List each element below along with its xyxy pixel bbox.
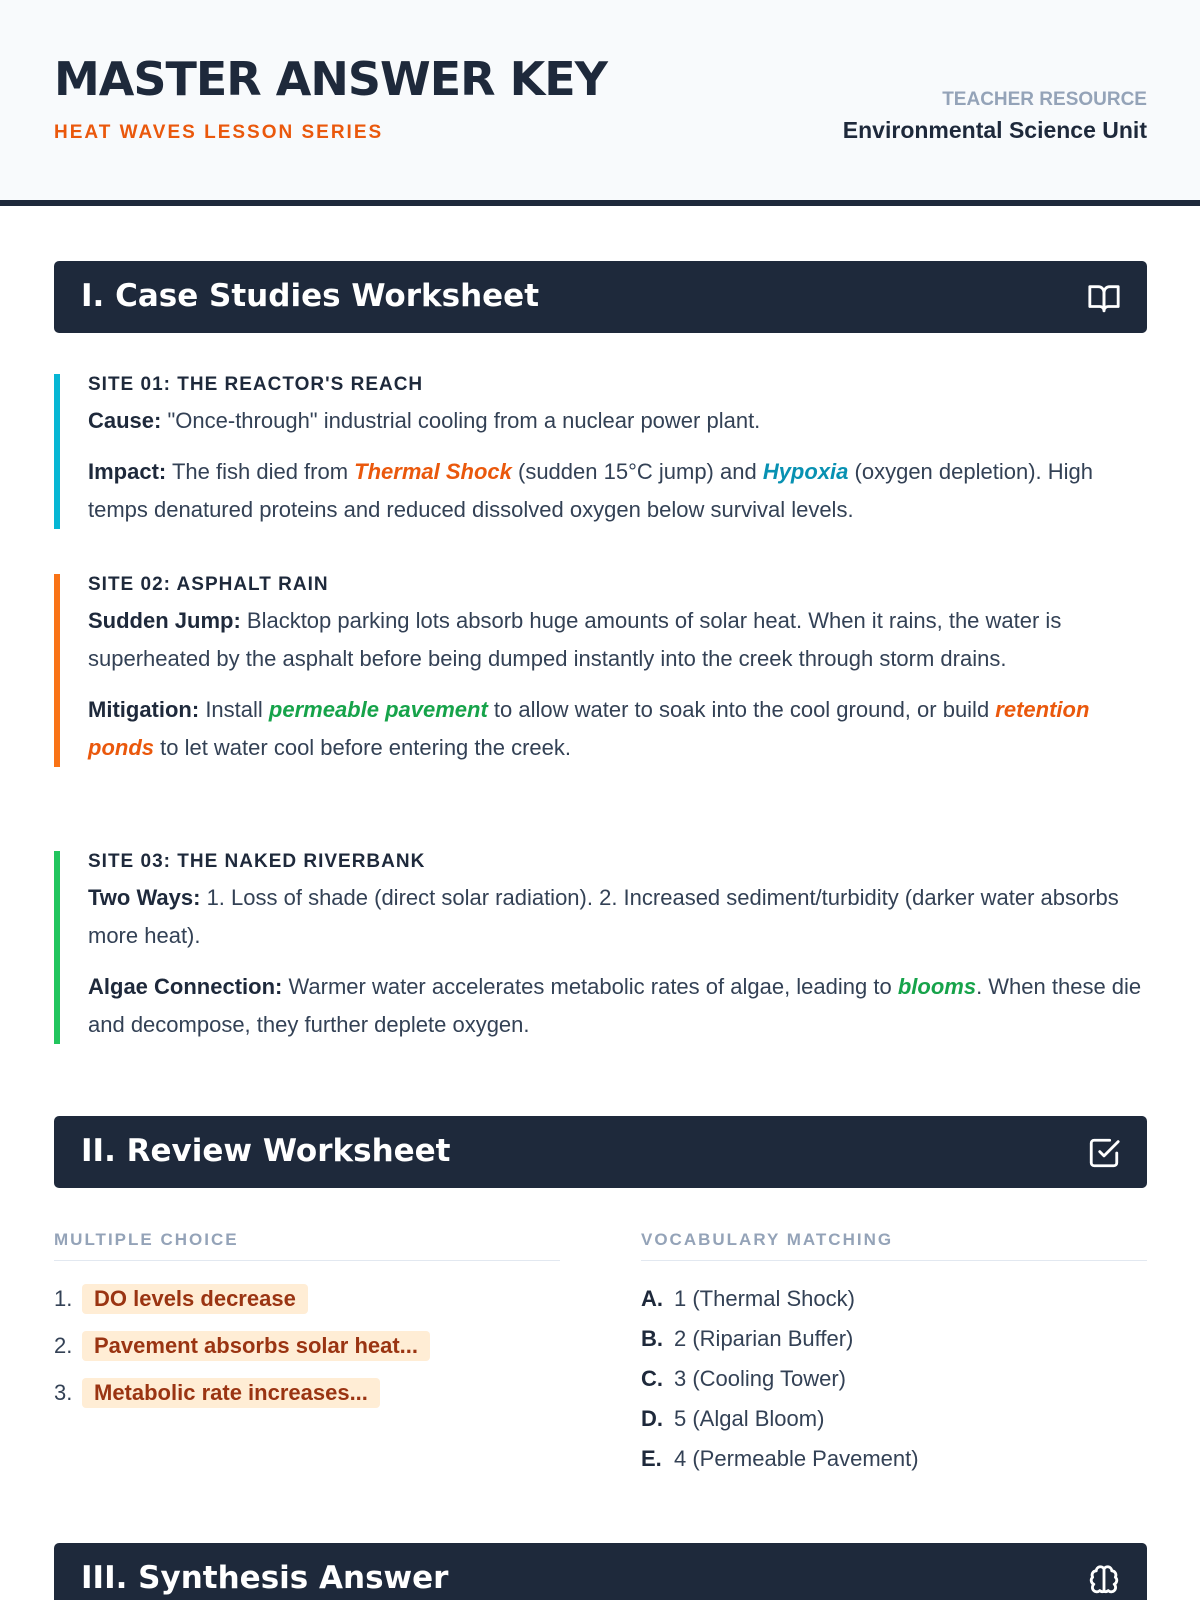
site-sudden-jump: Sudden Jump: Blacktop parking lots absorb huge amounts of solar heat. When it rains, the water is superheated by the asphalt before being dumped instantly into the creek through storm drains. (88, 608, 1062, 671)
site-title: SITE 01: THE REACTOR'S REACH (88, 374, 424, 395)
site-two-ways: Two Ways: 1. Loss of shade (direct solar radiation). 2. Increased sediment/turbidity (darker water absorbs more heat). (88, 885, 1119, 948)
book-open-icon (1087, 281, 1121, 315)
page-subtitle: HEAT WAVES LESSON SERIES (54, 122, 384, 143)
vocab-answer-item: E. 4 (Permeable Pavement) (641, 1446, 919, 1471)
vocab-answer-item: B. 2 (Riparian Buffer) (641, 1326, 854, 1351)
mc-answer-badge: Metabolic rate increases... (82, 1378, 380, 1408)
term-thermal-shock: Thermal Shock (354, 459, 512, 484)
section-title: I. Case Studies Worksheet (81, 278, 540, 314)
unit-name: Environmental Science Unit (842, 117, 1147, 143)
case-study-site-2 (54, 574, 1154, 767)
brain-icon (1087, 1563, 1121, 1597)
vocab-answer-item: C. 3 (Cooling Tower) (641, 1366, 847, 1391)
site-mitigation: Mitigation: Install permeable pavement to allow water to soak into the cool ground, or build retention ponds to let water cool before entering the creek. (88, 697, 1090, 760)
case-study-site-3 (54, 851, 1154, 1044)
section-header-review (54, 1116, 1147, 1188)
mc-answer-badge: Pavement absorbs solar heat... (82, 1331, 430, 1361)
vocab-answer-item: D. 5 (Algal Bloom) (641, 1406, 825, 1431)
mc-answer-item: 2. Pavement absorbs solar heat... (54, 1331, 430, 1361)
check-square-icon (1087, 1136, 1121, 1170)
page-header (0, 0, 1200, 206)
multiple-choice-heading: MULTIPLE CHOICE (54, 1230, 560, 1261)
mc-answer-badge: DO levels decrease (82, 1284, 308, 1314)
vocabulary-heading: VOCABULARY MATCHING (641, 1230, 1147, 1261)
site-algae-connection: Algae Connection: Warmer water accelerates metabolic rates of algae, leading to blooms. When these die and decompose, they further deplete oxygen. (88, 974, 1142, 1037)
mc-answer-item: 3. Metabolic rate increases... (54, 1378, 380, 1408)
site-impact: Impact: The fish died from Thermal Shock (sudden 15°C jump) and Hypoxia (oxygen depletion). High temps denatured proteins and reduced dissolved oxygen below survival levels. (88, 459, 1093, 522)
term-hypoxia: Hypoxia (762, 459, 849, 484)
page-title: MASTER ANSWER KEY (54, 52, 607, 106)
case-study-site-1 (54, 374, 1154, 529)
section-header-synthesis (54, 1543, 1147, 1600)
section-title: II. Review Worksheet (81, 1133, 451, 1169)
site-title: SITE 02: ASPHALT RAIN (88, 574, 329, 595)
section-header-case-studies (54, 261, 1147, 333)
term-permeable-pavement: permeable pavement (268, 697, 488, 722)
section-title: III. Synthesis Answer (81, 1560, 449, 1596)
resource-label: TEACHER RESOURCE (942, 89, 1147, 110)
term-blooms: blooms (897, 974, 977, 999)
site-cause: Cause: "Once-through" industrial cooling from a nuclear power plant. (88, 408, 761, 433)
site-title: SITE 03: THE NAKED RIVERBANK (88, 851, 426, 872)
vocab-answer-item: A. 1 (Thermal Shock) (641, 1286, 855, 1311)
mc-answer-item: 1. DO levels decrease (54, 1284, 308, 1314)
term-retention-ponds: retention ponds (88, 697, 1090, 760)
